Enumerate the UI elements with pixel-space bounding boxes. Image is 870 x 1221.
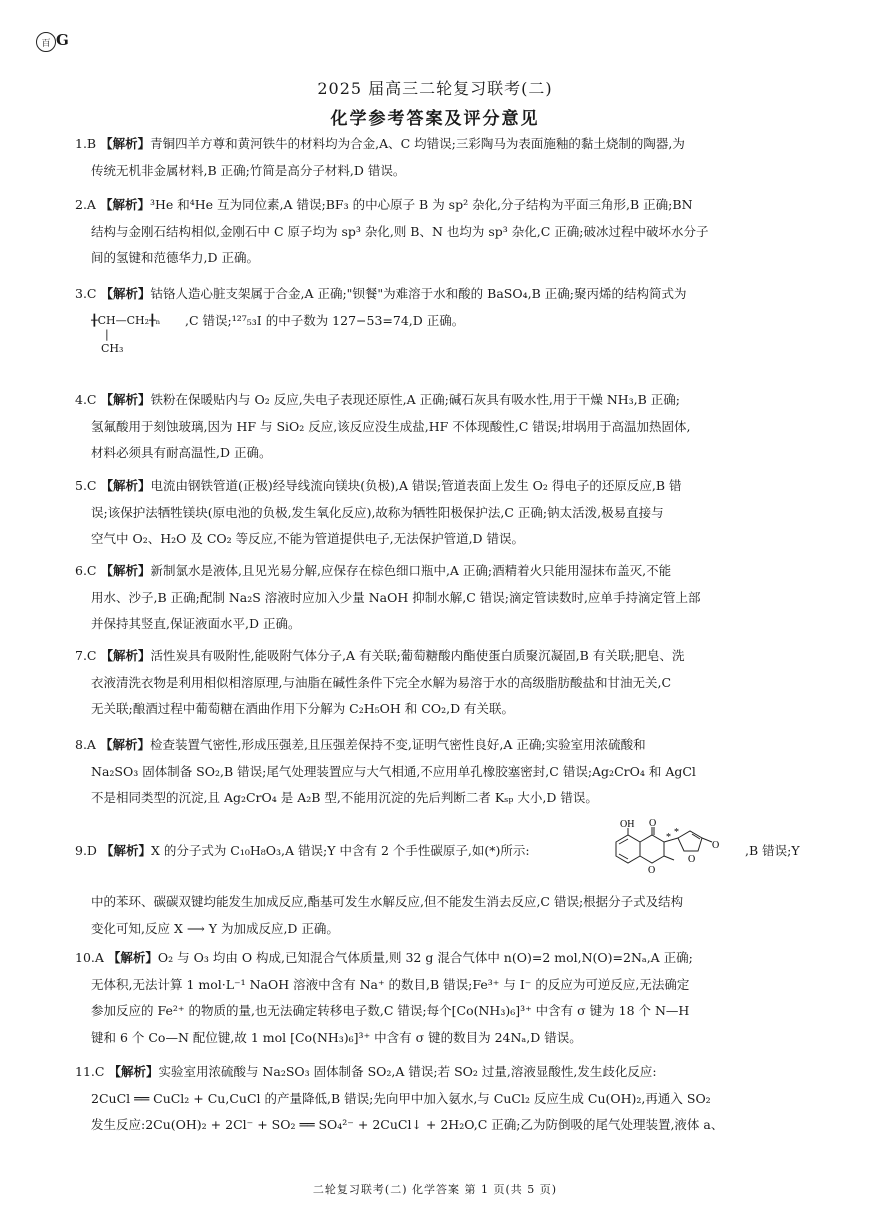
question-5 [75,473,803,553]
answer-line: X 的分子式为 C₁₀H₈O₃,A 错误;Y 中含有 2 个手性碳原子,如(*)所示: [150,843,530,858]
question-7 [75,643,803,723]
answer-line: 不是相同类型的沉淀,且 Ag₂CrO₄ 是 A₂B 型,不能用沉淀的先后判断二者 Kₛₚ 大小,D 错误。 [91,790,598,805]
page-footer: 二轮复习联考(二) 化学答案 第 1 页(共 5 页) [312,1183,558,1196]
analysis-tag: 【解析】 [100,136,151,151]
label-hydroxyl: OH [620,819,635,830]
logo-badge [36,32,56,52]
logo-g: G [56,31,69,49]
structure-methyl: CH₃ [101,342,124,355]
question-number: 9.D [75,843,97,858]
answer-line: 并保持其竖直,保证液面水平,D 正确。 [91,616,301,631]
analysis-tag: 【解析】 [100,648,151,663]
answer-line: 传统无机非金属材料,B 正确;竹简是高分子材料,D 错误。 [91,162,406,178]
answer-line: 衣液清洗衣物是利用相似相溶原理,与油脂在碱性条件下完全水解为易溶于水的高级脂肪酸盐和甘油无关,C [91,674,672,690]
answer-line: 无关联;酿酒过程中葡萄糖在酒曲作用下分解为 C₂H₅OH 和 CO₂,D 有关联。 [91,701,515,716]
question-4 [75,387,803,467]
question-6 [75,558,803,638]
question-10 [75,945,803,1051]
answer-line: 钴铬人造心脏支架属于合金,A 正确;"钡餐"为难溶于水和酸的 BaSO₄,B 正确;聚丙烯的结构简式为 [150,286,687,301]
answer-line: 间的氢键和范德华力,D 正确。 [91,250,259,265]
answer-line: 氢氟酸用于刻蚀玻璃,因为 HF 与 SiO₂ 反应,该反应没生成盐,HF 不体现酸性,C 错误;坩埚用于高温加热固体, [91,418,691,434]
answer-line: 电流由钢铁管道(正极)经导线流向镁块(负极),A 错误;管道表面上发生 O₂ 得电子的还原反应,B 错 [150,478,682,493]
answer-line: 新制氯水是液体,且见光易分解,应保存在棕色细口瓶中,A 正确;酒精着火只能用湿抹布盖灭,不能 [150,563,672,578]
analysis-tag: 【解析】 [100,286,151,301]
analysis-tag: 【解析】 [108,1064,159,1079]
analysis-tag: 【解析】 [100,478,151,493]
molecule-bonds [616,827,712,863]
label-carbonyl-o: O [649,818,657,829]
doc-title: 2025 届高三二轮复习联考(二) [317,79,553,98]
analysis-tag: 【解析】 [100,563,151,578]
answer-line: 用水、沙子,B 正确;配制 Na₂S 溶液时应加入少量 NaOH 抑制水解,C 错误;滴定管读数时,应单手持滴定管上部 [91,589,701,605]
chiral-marker-1: * [666,832,671,843]
polypropylene-structure [91,314,160,356]
question-number: 3.C [75,286,97,301]
structure-bond: | [105,328,109,341]
structure-main-chain: ╂CH—CH₂╂ₙ [91,314,161,327]
answer-line: 活性炭具有吸附性,能吸附气体分子,A 有关联;葡萄糖酸内酯使蛋白质聚沉凝固,B 有关联;肥皂、洗 [150,648,685,663]
question-number: 10.A [75,950,104,965]
answer-line: 发生反应:2Cu(OH)₂ + 2Cl⁻ + SO₂ ══ SO₄²⁻ + 2CuCl↓ + 2H₂O,C 正确;乙为防倒吸的尾气处理装置,液体 a、 [91,1117,724,1132]
question-number: 1.B [75,136,97,151]
question-1 [75,131,803,184]
chiral-marker-2: * [674,827,679,838]
analysis-tag: 【解析】 [99,197,150,212]
question-11 [75,1059,803,1139]
label-lactone-o: O [688,854,696,865]
label-ring-o: O [648,865,656,876]
answer-line: 误;该保护法牺牲镁块(原电池的负极,发生氧化反应),故称为牺牲阳极保护法,C 正确;钠太活泼,极易直接与 [91,504,664,520]
question-number: 11.C [75,1064,105,1079]
question-number: 7.C [75,648,97,663]
answer-line: 铁粉在保暖贴内与 O₂ 反应,失电子表现还原性,A 正确;碱石灰具有吸水性,用于干燥 NH₃,B 正确; [150,392,681,407]
question-9-continued [75,889,803,942]
answer-line: Na₂SO₃ 固体制备 SO₂,B 错误;尾气处理装置应与大气相通,不应用单孔橡胶塞密封,C 错误;Ag₂CrO₄ 和 AgCl [91,763,696,779]
answer-line: 青铜四羊方尊和黄河铁牛的材料均为合金,A、C 均错误;三彩陶马为表面施釉的黏土烧制的陶器,为 [150,136,685,151]
answer-line: 参加反应的 Fe²⁺ 的物质的量,也无法确定转移电子数,C 错误;每个[Co(NH₃)₆]³⁺ 中含有 σ 键为 18 个 N—H [91,1003,690,1018]
answer-line: 实验室用浓硫酸与 Na₂SO₃ 固体制备 SO₂,A 错误;若 SO₂ 过量,溶液显酸性,发生歧化反应: [158,1064,657,1079]
answer-line: 结构与金刚石结构相似,金刚石中 C 原子均为 sp³ 杂化,则 B、N 也均为 sp³ 杂化,C 正确;破冰过程中破坏水分子 [91,223,709,239]
question-8 [75,732,803,812]
question-number: 5.C [75,478,97,493]
answer-line: O₂ 与 O₃ 均由 O 构成,已知混合气体质量,则 32 g 混合气体中 n(O)=2 mol,N(O)=2Nₐ,A 正确; [157,950,693,965]
molecule-y-structure [604,818,744,880]
question-number: 8.A [75,737,96,752]
answer-line: 空气中 O₂、H₂O 及 CO₂ 等反应,不能为管道提供电子,无法保护管道,D 错误。 [91,531,525,546]
answer-line: 变化可知,反应 X ⟶ Y 为加成反应,D 正确。 [91,920,339,936]
analysis-tag: 【解析】 [100,392,151,407]
question-number: 2.A [75,197,96,212]
answer-line: 键和 6 个 Co—N 配位键,故 1 mol [Co(NH₃)₆]³⁺ 中含有 σ 键的数目为 24Nₐ,D 错误。 [91,1029,582,1045]
analysis-tag: 【解析】 [99,737,150,752]
answer-line: 2CuCl ══ CuCl₂ + Cu,CuCl 的产量降低,B 错误;先向甲中加入氨水,与 CuCl₂ 反应生成 Cu(OH)₂,再通入 SO₂ [91,1090,711,1106]
question-2 [75,192,803,272]
answer-line: 检查装置气密性,形成压强差,且压强差保持不变,证明气密性良好,A 正确;实验室用浓硫酸和 [149,737,646,752]
answer-line: 材料必须具有耐高温性,D 正确。 [91,445,272,460]
answer-line: 无体积,无法计算 1 mol·L⁻¹ NaOH 溶液中含有 Na⁺ 的数目,B 错误;Fe³⁺ 与 I⁻ 的反应为可逆反应,无法确定 [91,976,690,992]
answer-line: ³He 和⁴He 互为同位素,A 错误;BF₃ 的中心原子 B 为 sp² 杂化,分子结构为平面三角形,B 正确;BN [149,197,693,212]
question-number: 4.C [75,392,97,407]
label-ester-o: O [712,840,720,851]
logo-text: 百 [41,38,51,49]
question-number: 6.C [75,563,97,578]
analysis-tag: 【解析】 [100,843,151,858]
answer-line: 中的苯环、碳碳双键均能发生加成反应,酯基可发生水解反应,但不能发生消去反应,C 错误;根据分子式及结构 [91,894,684,909]
question-9-note: ,B 错误;Y [745,843,800,858]
answer-line: ,C 错误;¹²⁷₅₃I 的中子数为 127−53=74,D 正确。 [185,312,465,328]
analysis-tag: 【解析】 [107,950,158,965]
doc-subtitle: 化学参考答案及评分意见 [330,109,540,129]
question-3 [75,281,803,334]
